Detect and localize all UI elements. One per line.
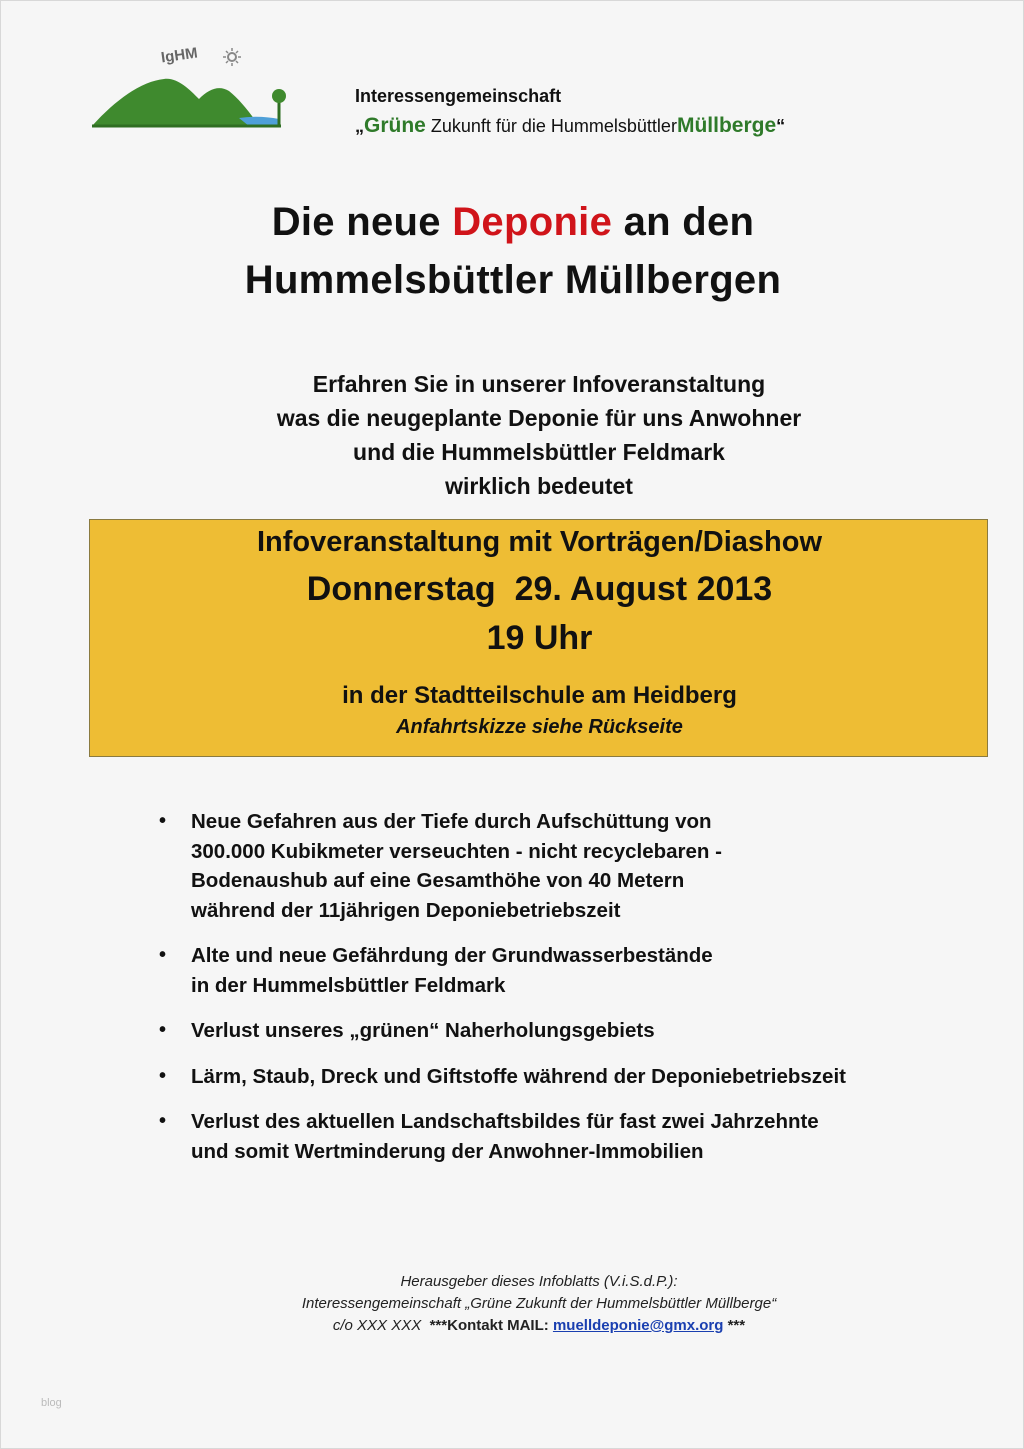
title-line2: Hummelsbüttler Müllbergen bbox=[244, 258, 782, 302]
bullet-icon: • bbox=[159, 944, 167, 966]
event-heading: Infoveranstaltung mit Vorträgen/Diashow bbox=[256, 526, 823, 558]
email-link[interactable]: muelldeponie@gmx.org bbox=[552, 1317, 724, 1334]
org-line1: Interessengemeinschaft bbox=[355, 86, 562, 106]
logo-label: IgHM bbox=[159, 44, 199, 67]
list-item: • Verlust des aktuellen Landschaftsbildes für fast zwei Jahrzehnte und somit Wertminderung der Anwohner-Immobilien bbox=[159, 1107, 979, 1166]
watermark: blog bbox=[41, 1397, 62, 1409]
list-item: • Verlust unseres „grünen“ Naherholungsgebiets bbox=[159, 1016, 979, 1046]
footer-line2: Interessengemeinschaft „Grüne Zukunft der Hummelsbüttler Müllberge“ bbox=[301, 1295, 777, 1312]
list-item: • Neue Gefahren aus der Tiefe durch Aufschüttung von 300.000 Kubikmeter verseuchten - nicht recyclebaren - Bodenaushub auf eine Gesamthöhe von 40 Metern während der 11jährigen Deponiebetriebszeit bbox=[159, 807, 979, 925]
event-time: 19 Uhr bbox=[486, 619, 593, 657]
ighm-logo bbox=[89, 41, 295, 133]
bullet-icon: • bbox=[159, 810, 167, 832]
bullet-icon: • bbox=[159, 1110, 167, 1132]
bullet-icon: • bbox=[159, 1064, 167, 1087]
intro-text: Erfahren Sie in unserer Infoveranstaltung was die neugeplante Deponie für uns Anwohner und die Hummelsbüttler Feldmark wirklich bedeutet bbox=[276, 371, 802, 499]
bullet-icon: • bbox=[159, 1019, 167, 1041]
page-title bbox=[1, 193, 1024, 309]
list-item: • Lärm, Staub, Dreck und Giftstoffe während der Deponiebetriebszeit bbox=[159, 1062, 979, 1092]
event-location: in der Stadtteilschule am Heidberg bbox=[342, 682, 737, 709]
footer-contact: c/o XXX XXX ***Kontakt MAIL: muelldeponie@gmx.org *** bbox=[332, 1317, 746, 1334]
event-box bbox=[89, 519, 988, 757]
event-directions: Anfahrtskizze siehe Rückseite bbox=[396, 716, 683, 738]
title-line1: Die neue Deponie an den bbox=[271, 200, 755, 244]
org-line2: „Grüne Zukunft für die HummelsbüttlerMüllberge“ bbox=[355, 114, 786, 137]
publisher-footer bbox=[1, 1271, 1024, 1337]
event-date: Donnerstag 29. August 2013 bbox=[306, 570, 773, 608]
organization-name bbox=[355, 81, 785, 141]
footer-line1: Herausgeber dieses Infoblatts (V.i.S.d.P.): bbox=[400, 1273, 678, 1290]
bullet-list bbox=[159, 807, 979, 1182]
list-item: • Alte und neue Gefährdung der Grundwasserbestände in der Hummelsbüttler Feldmark bbox=[159, 941, 979, 1000]
